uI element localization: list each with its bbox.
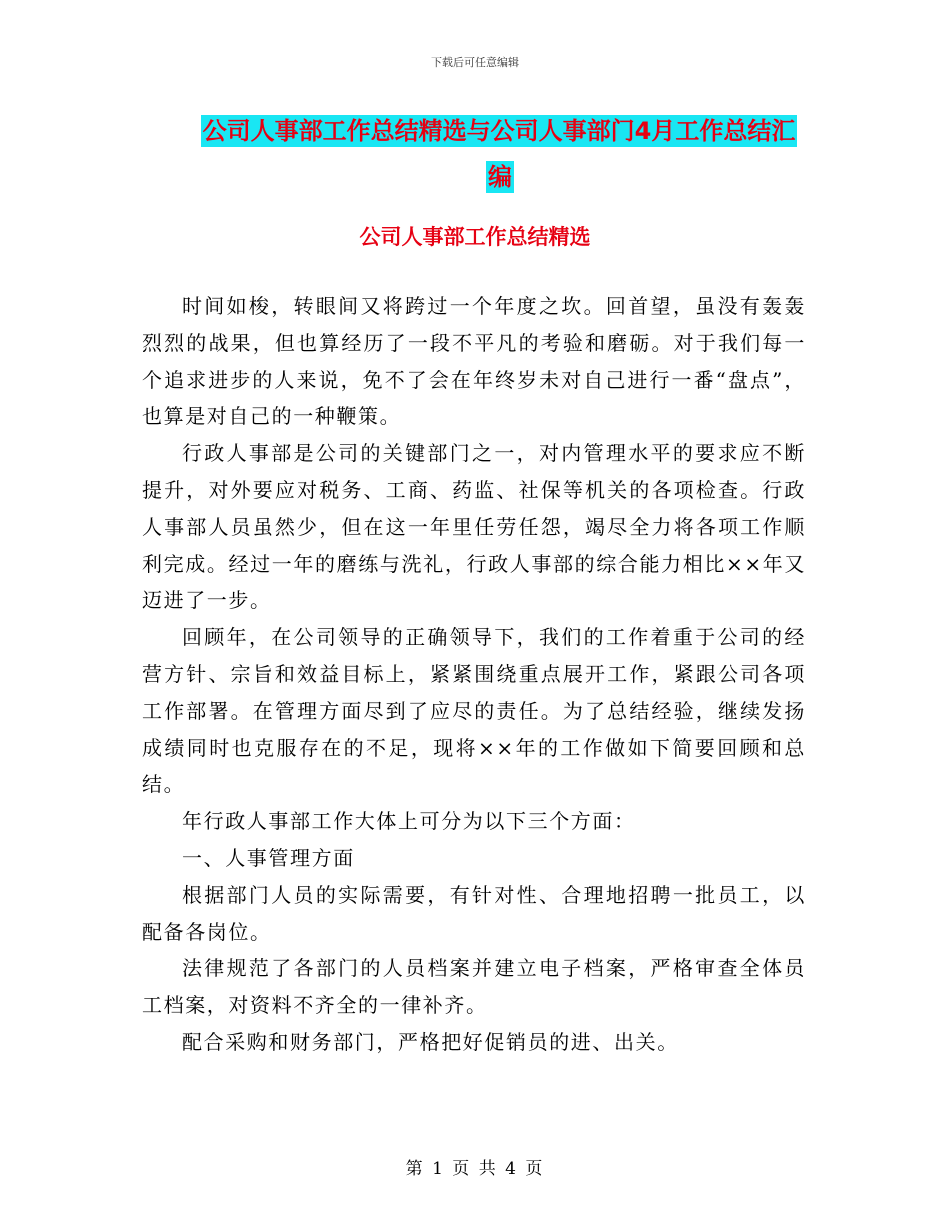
header-note: 下载后可任意编辑 xyxy=(431,56,519,69)
document-body xyxy=(142,288,806,1061)
paragraph: 时间如梭，转眼间又将跨过一个年度之坎。回首望，虽没有轰轰烈烈的战果，但也算经历了一段不平凡的考验和磨砺。对于我们每一个追求进步的人来说，免不了会在年终岁未对自己进行一番“盘点”，也算是对自己的一种鞭策。 xyxy=(142,294,806,429)
section-title: 公司人事部工作总结精选 xyxy=(359,225,591,249)
paragraph: 行政人事部是公司的关键部门之一，对内管理水平的要求应不断提升，对外要应对税务、工商、药监、社保等机关的各项检查。行政人事部人员虽然少，但在这一年里任劳任怨，竭尽全力将各项工作顺利完成。经过一年的磨练与洗礼，行政人事部的综合能力相比××年又迈进了一步。 xyxy=(142,441,806,613)
paragraph: 回顾年，在公司领导的正确领导下，我们的工作着重于公司的经营方针、宗旨和效益目标上，紧紧围绕重点展开工作，紧跟公司各项工作部署。在管理方面尽到了应尽的责任。为了总结经验，继续发扬成绩同时也克服存在的不足，现将××年的工作做如下简要回顾和总结。 xyxy=(142,625,806,797)
document-title xyxy=(190,108,810,200)
paragraph-heading: 一、人事管理方面 xyxy=(182,845,355,870)
paragraph: 法律规范了各部门的人员档案并建立电子档案，严格审查全体员工档案，对资料不齐全的一律补齐。 xyxy=(142,956,806,1018)
document-title-text: 公司人事部工作总结精选与公司人事部门4月工作总结汇编 xyxy=(202,117,796,191)
page-number-footer: 第 1 页 共 4 页 xyxy=(405,1159,545,1179)
paragraph: 年行政人事部工作大体上可分为以下三个方面： xyxy=(182,809,636,834)
paragraph: 根据部门人员的实际需要，有针对性、合理地招聘一批员工，以配备各岗位。 xyxy=(142,882,806,944)
paragraph: 配合采购和财务部门，严格把好促销员的进、出关。 xyxy=(182,1029,679,1054)
